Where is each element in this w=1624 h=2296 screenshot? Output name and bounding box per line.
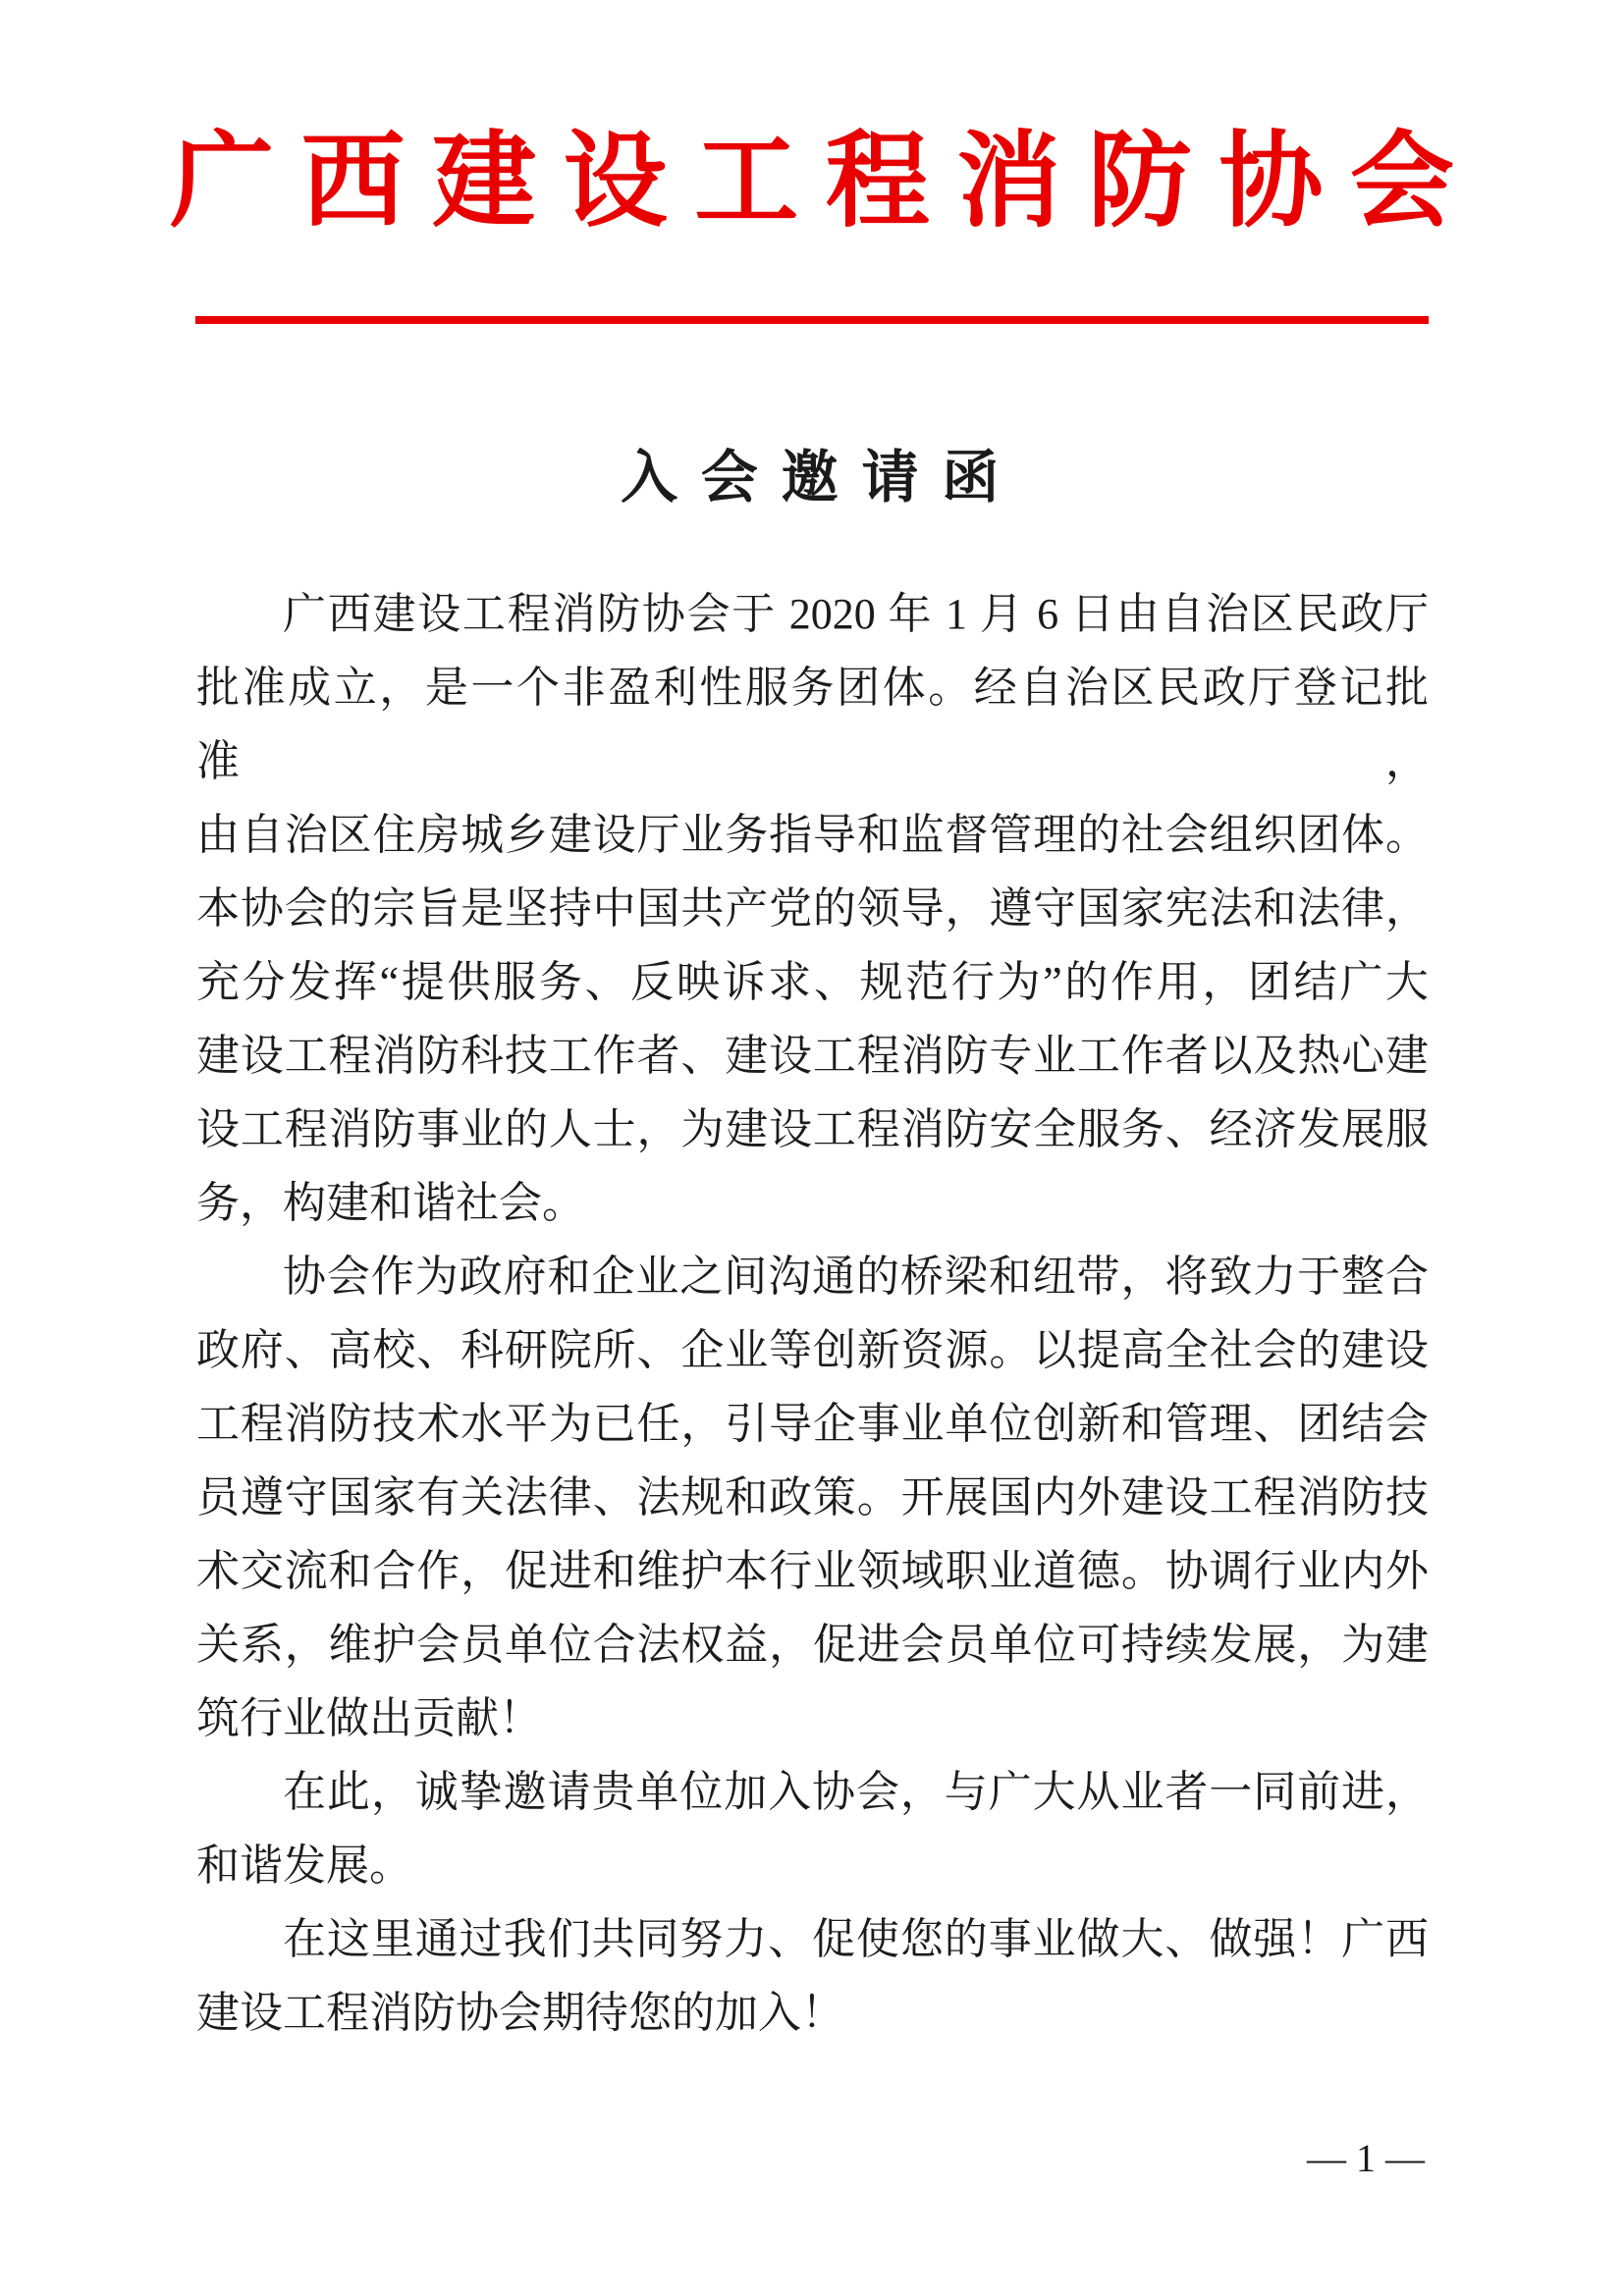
body-text-line: 广西建设工程消防协会于 2020 年 1 月 6 日由自治区民政厅 bbox=[283, 590, 1429, 638]
body-text-line: 建设工程消防协会期待您的加入！ bbox=[196, 1989, 844, 2037]
page-footer bbox=[196, 2135, 1429, 2182]
body-text-line: 工程消防技术水平为已任，引导企事业单位创新和管理、团结会 bbox=[196, 1400, 1429, 1448]
body-text-line: 务，构建和谐社会。 bbox=[196, 1179, 585, 1227]
page-number: — 1 — bbox=[1307, 2136, 1425, 2180]
body-text-line: 在这里通过我们共同努力、促使您的事业做大、做强！广西 bbox=[283, 1915, 1429, 1963]
body-text-line: 批准成立，是一个非盈利性服务团体。经自治区民政厅登记批准， bbox=[196, 664, 1429, 785]
body-text-line: 由自治区住房城乡建设厅业务指导和监督管理的社会组织团体。 bbox=[196, 811, 1429, 859]
letter-body bbox=[196, 577, 1429, 2050]
body-text-line: 建设工程消防科技工作者、建设工程消防专业工作者以及热心建 bbox=[196, 1032, 1429, 1080]
body-text-line: 员遵守国家有关法律、法规和政策。开展国内外建设工程消防技 bbox=[196, 1473, 1429, 1522]
body-text-line: 本协会的宗旨是坚持中国共产党的领导，遵守国家宪法和法律， bbox=[196, 884, 1429, 933]
body-text-line: 政府、高校、科研院所、企业等创新资源。以提高全社会的建设 bbox=[196, 1326, 1429, 1374]
body-text-line: 充分发挥“提供服务、反映诉求、规范行为”的作用，团结广大 bbox=[196, 958, 1429, 1006]
body-text-line: 筑行业做出贡献！ bbox=[196, 1694, 542, 1742]
org-title: 广西建设工程消防协会 bbox=[169, 125, 1482, 240]
body-text-line: 和谐发展。 bbox=[196, 1842, 412, 1890]
body-text-line: 在此，诚挚邀请贵单位加入协会，与广大从业者一同前进， bbox=[283, 1768, 1429, 1816]
body-text-line: 协会作为政府和企业之间沟通的桥梁和纽带，将致力于整合 bbox=[283, 1253, 1429, 1301]
body-text-line: 设工程消防事业的人士，为建设工程消防安全服务、经济发展服 bbox=[196, 1105, 1429, 1153]
header-rule bbox=[195, 316, 1429, 324]
letter-title: 入 会 邀 请 函 bbox=[621, 446, 1003, 509]
body-text-line: 术交流和合作，促进和维护本行业领域职业道德。协调行业内外 bbox=[196, 1547, 1429, 1595]
body-text-line: 关系，维护会员单位合法权益，促进会员单位可持续发展，为建 bbox=[196, 1621, 1429, 1669]
